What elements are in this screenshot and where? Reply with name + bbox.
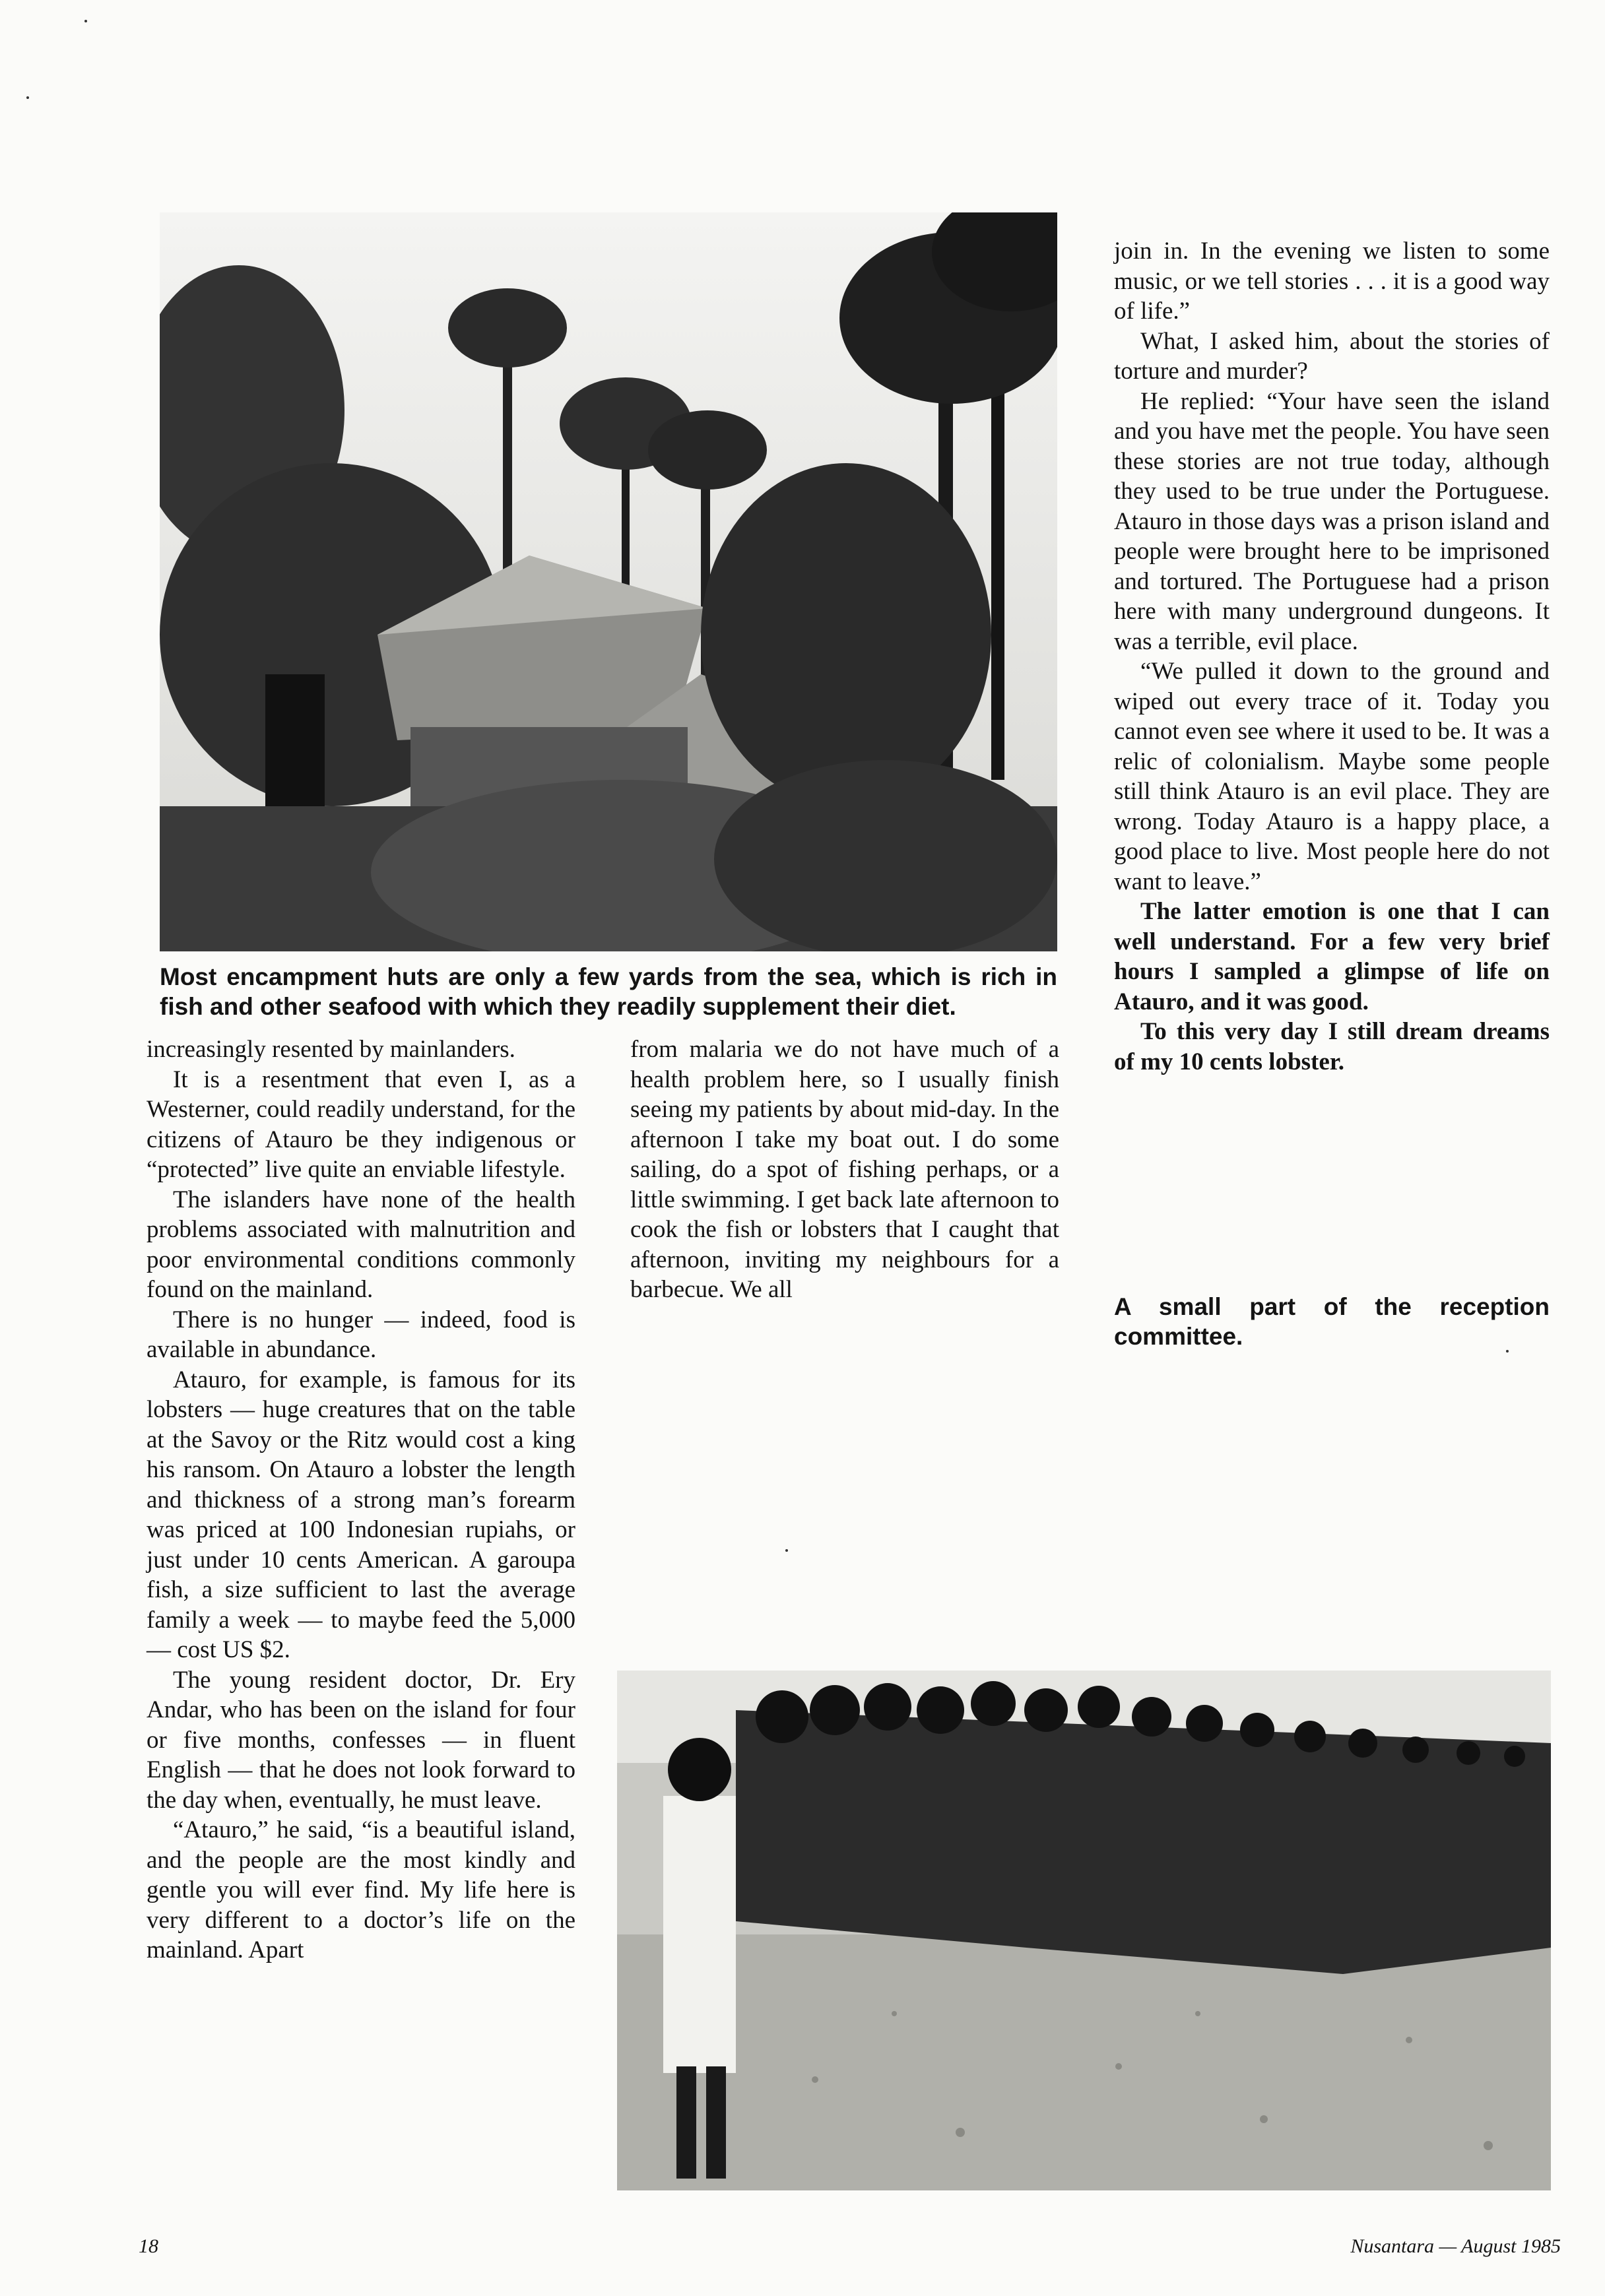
print-mark — [785, 1549, 788, 1552]
publication-line: Nusantara — August 1985 — [1350, 2235, 1561, 2257]
paragraph: The young resident doctor, Dr. Ery Andar, who has been on the island for four or five months, confesses — in fluent English — that he does not look forward to the day when, eventually, he must leave. — [147, 1666, 575, 1814]
committee-photo — [617, 1671, 1551, 2190]
left-column — [147, 1035, 575, 1965]
paragraph: The islanders have none of the health problems associated with malnutrition and poor environmental conditions commonly found on the mainland. — [147, 1186, 575, 1303]
closing-paragraph: The latter emotion is one that I can well understand. For a few very brief hours I sampled a glimpse of life on Atauro, and it was good. — [1114, 898, 1550, 1015]
paragraph: He replied: “Your have seen the island and you have met the people. You have seen these stories are not true today, although they used to be true under the Portuguese. Atauro in those days was a prison island and people were brought here to be imprisoned and tortured. The Portuguese had a prison here with many underground dungeons. It was a terrible, evil place. — [1114, 387, 1550, 655]
page-number: 18 — [139, 2235, 158, 2257]
middle-column — [630, 1035, 1059, 1305]
closing-paragraph: To this very day I still dream dreams of my 10 cents lobster. — [1114, 1018, 1550, 1075]
paragraph: Atauro, for example, is famous for its lobsters — huge creatures that on the table at the Savoy or the Ritz would cost a king his ransom. On Atauro a lobster the length and thickness of a strong man’s forearm was priced at 100 Indonesian rupiahs, or just under 10 cents American. A garoupa fish, a size sufficient to last the average family a week — to maybe feed the 5,000 — cost US $2. — [147, 1366, 575, 1663]
print-mark — [84, 20, 87, 22]
committee-caption: A small part of the reception committee. — [1114, 1293, 1550, 1350]
print-mark — [26, 96, 29, 99]
paragraph: join in. In the evening we listen to some music, or we tell stories . . . it is a good way of life.” — [1114, 238, 1550, 325]
huts-photo — [160, 212, 1057, 951]
huts-caption: Most encampment huts are only a few yards from the sea, which is rich in fish and other seafood with which they readily supplement their diet. — [160, 963, 1057, 1020]
paragraph: “Atauro,” he said, “is a beautiful island, and the people are the most kindly and gentle you will ever find. My life here is very different to a doctor’s life on the mainland. Apart — [147, 1816, 575, 1963]
print-mark — [1506, 1350, 1509, 1353]
paragraph: What, I asked him, about the stories of torture and murder? — [1114, 327, 1550, 385]
paragraph: It is a resentment that even I, as a Westerner, could readily understand, for the citizens of Atauro be they indigenous or “protected” live quite an enviable lifestyle. — [147, 1066, 575, 1183]
paragraph: from malaria we do not have much of a health problem here, so I usually finish seeing my patients by about mid-day. In the afternoon I take my boat out. I do some sailing, do a spot of fishing perhaps, or a little swimming. I get back late afternoon to cook the fish or lobsters that I caught that afternoon, inviting my neighbours for a barbecue. We all — [630, 1036, 1059, 1303]
paragraph: “We pulled it down to the ground and wiped out every trace of it. Today you cannot even see where it used to be. It was a relic of colonialism. Maybe some people still think Atauro is an evil place. They are wrong. Today Atauro is a happy place, a good place to live. Most people here do not want to leave.” — [1114, 658, 1550, 895]
paragraph: There is no hunger — indeed, food is available in abundance. — [147, 1306, 575, 1363]
right-column — [1114, 236, 1550, 1077]
paragraph: increasingly resented by mainlanders. — [147, 1036, 515, 1063]
